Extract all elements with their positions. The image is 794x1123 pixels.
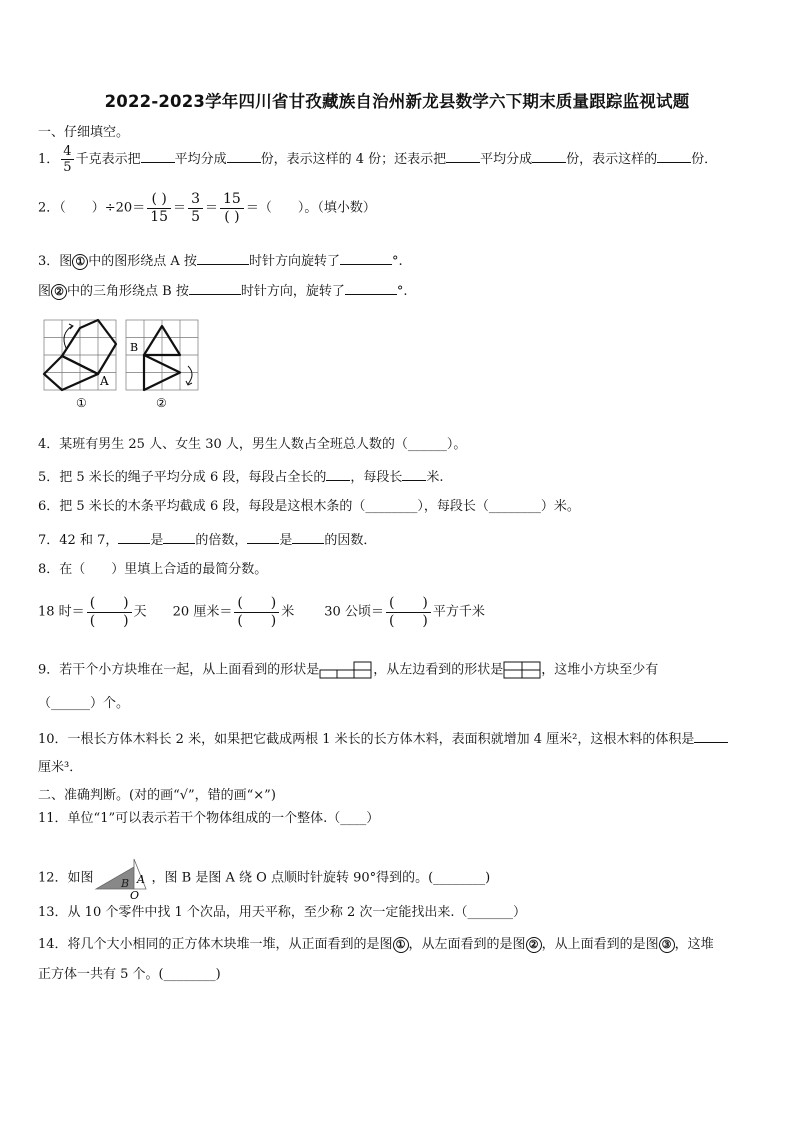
- answer-blank[interactable]: [694, 729, 728, 743]
- answer-blank[interactable]: [247, 530, 279, 544]
- question-9-answer: （______）个。: [38, 696, 130, 711]
- question-4: 4．某班有男生 25 人、女生 30 人，男生人数占全班总人数的（______）。: [38, 437, 467, 452]
- answer-blank[interactable]: [197, 251, 249, 265]
- question-2: 2．（ ）÷20＝ $\frac{( )}{15}$ ＝ $\frac{3}{5}$ ＝ $\frac{15}{( )}$ ＝（ ）。（填小数）: [38, 191, 376, 225]
- question-1: 1． $\frac{4}{5}$ 千克表示把 平均分成 份，表示这样的 4 份；还表示把 平均分成 份，表示这样的 份．: [38, 144, 718, 175]
- fraction-3-5: $\frac{3}{5}$: [188, 192, 203, 224]
- question-10: 10．一根长方体木料长 2 米，如果把它截成两根 1 米长的长方体木料，表面积就增加 4 厘米²，这根木料的体积是: [38, 729, 728, 749]
- answer-fraction[interactable]: $\frac{( )}{( )}$: [87, 596, 132, 628]
- question-number: 1．: [38, 152, 60, 167]
- point-label-a: A: [100, 374, 109, 388]
- question-12: 12．如图 A B O ，图 B 是图 A 绕 O 点顺时针旋转 90°得到的。(________): [38, 857, 490, 899]
- left-view-squares-icon: [503, 661, 541, 679]
- answer-blank[interactable]: [532, 149, 566, 163]
- circled-number: ①: [393, 937, 409, 953]
- question-5: 5．把 5 米长的绳子平均分成 6 段，每段占全长的 ，每段长 米.: [38, 467, 444, 487]
- svg-text:O: O: [129, 889, 139, 899]
- figure-caption-1: ①: [76, 396, 87, 410]
- rotated-triangle-figure: [94, 857, 152, 899]
- answer-blank[interactable]: [340, 251, 392, 265]
- top-view-squares-icon: [319, 661, 373, 679]
- question-3-line-1: 3．图 ① 中的图形绕点 A 按 时针方向旋转了 °.: [38, 251, 403, 271]
- svg-text:A: A: [136, 873, 145, 886]
- fraction-blank-15: $\frac{( )}{15}$: [147, 192, 171, 224]
- answer-blank[interactable]: [292, 530, 324, 544]
- fraction-15-blank: $\frac{15}{( )}$: [220, 192, 244, 224]
- point-label-b: B: [130, 341, 139, 354]
- svg-text:B: B: [120, 877, 129, 890]
- question-14-line-2: 正方体一共有 5 个。(________): [38, 967, 221, 982]
- answer-fraction[interactable]: $\frac{( )}{( )}$: [234, 596, 279, 628]
- answer-blank[interactable]: [141, 149, 175, 163]
- question-10-unit: 厘米³．: [38, 760, 83, 775]
- question-7: 7．42 和 7， 是 的倍数， 是 的因数．: [38, 530, 376, 550]
- answer-fraction[interactable]: $\frac{( )}{( )}$: [386, 596, 431, 628]
- question-14: 14．将几个大小相同的正方体木块堆一堆，从正面看到的是图 ① ，从左面看到的是图 ② ，从上面看到的是图 ③ ，这堆: [38, 937, 714, 952]
- circled-number: ③: [659, 937, 675, 953]
- fraction-4-5: $\frac{4}{5}$: [63, 144, 72, 175]
- answer-blank[interactable]: [118, 530, 150, 544]
- question-3-line-2: 图 ② 中的三角形绕点 B 按 时针方向，旋转了 °.: [38, 281, 408, 301]
- circled-number: ②: [526, 937, 542, 953]
- question-9: 9．若干个小方块堆在一起，从上面看到的形状是 ，从左边看到的形状是 ，这堆小方块至少有: [38, 662, 659, 678]
- answer-blank[interactable]: [227, 149, 261, 163]
- answer-blank[interactable]: [163, 530, 195, 544]
- figure-caption-2: ②: [156, 396, 167, 410]
- answer-blank[interactable]: [345, 281, 397, 295]
- section-heading-1: 一、仔细填空。: [38, 125, 130, 140]
- section-heading-2: 二、准确判断。(对的画“√”，错的画“×”): [38, 788, 276, 803]
- answer-blank[interactable]: [189, 281, 241, 295]
- question-13: 13．从 10 个零件中找 1 个次品，用天平称，至少称 2 次一定能找出来.（_______）: [38, 905, 527, 920]
- question-11: 11．单位“1”可以表示若干个物体组成的一个整体.（____）: [38, 811, 380, 826]
- answer-blank[interactable]: [657, 149, 691, 163]
- circled-number: ②: [51, 284, 67, 300]
- rotation-arrow-icon: [188, 366, 192, 384]
- answer-blank[interactable]: [402, 467, 426, 481]
- answer-blank[interactable]: [326, 467, 350, 481]
- question-8-conversions: 18 时＝ $\frac{( )}{( )}$ 天 20 厘米＝ $\frac{( )}{( )}$ 米 30 公顷＝ $\frac{( )}{( )}$ 平方千米: [38, 595, 485, 629]
- page-title: 2022-2023学年四川省甘孜藏族自治州新龙县数学六下期末质量跟踪监视试题: [104, 92, 690, 111]
- question-8: 8．在（ ）里填上合适的最简分数。: [38, 562, 268, 577]
- question-6: 6．把 5 米长的木条平均截成 6 段，每段是这根木条的（________），每段长（________）米。: [38, 499, 580, 514]
- answer-blank[interactable]: [446, 149, 480, 163]
- rotation-figures: [42, 318, 202, 412]
- circled-number: ①: [72, 254, 88, 270]
